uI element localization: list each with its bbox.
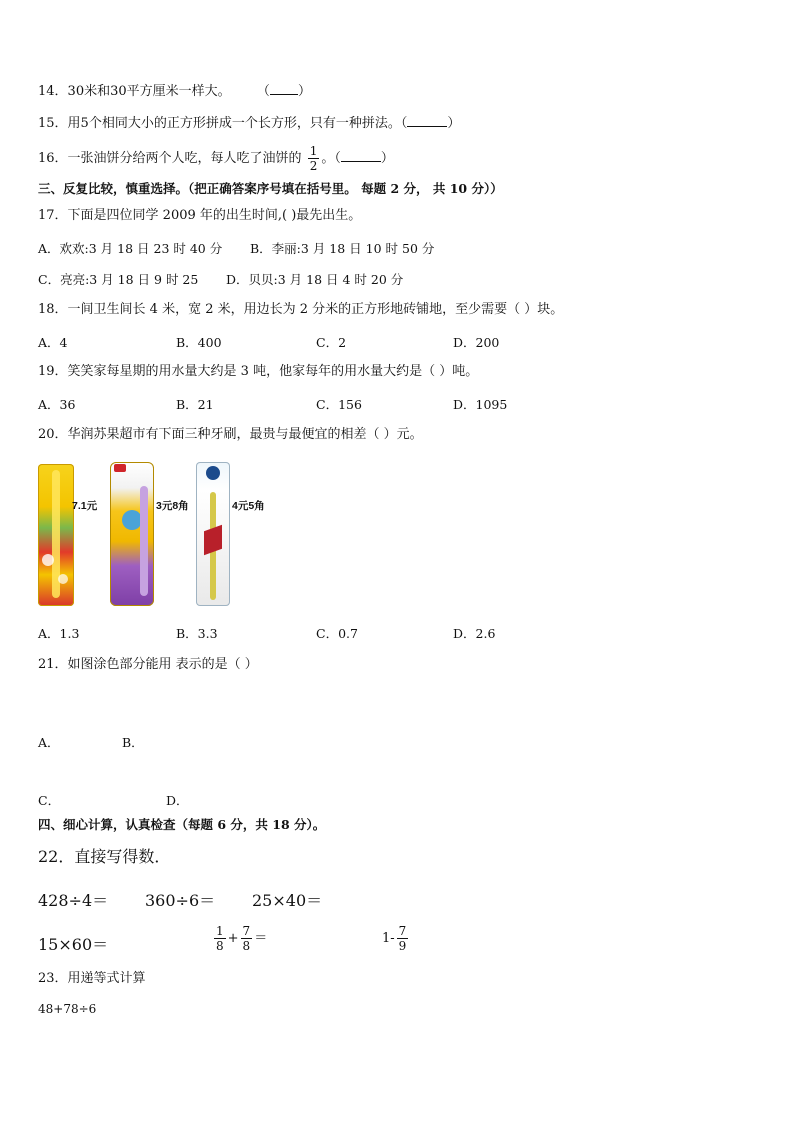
q21-option-d[interactable]: D． [166,793,189,808]
q20-option-b[interactable]: B．3.3 [176,626,218,641]
q21-option-a[interactable]: A． [38,735,60,750]
price-label-3: 4元5角 [232,500,265,512]
question-16-text: 16．一张油饼分给两个人吃，每人吃了油饼的 [38,151,302,166]
q21-option-c[interactable]: C． [38,793,61,808]
answer-blank-15[interactable] [407,114,447,127]
one-minus: 1- [382,931,395,946]
q17-option-a[interactable]: A．欢欢:3 月 18 日 23 时 40 分 [38,241,223,256]
fraction-numerator: 1 [309,144,318,158]
question-21-stem: 21．如图涂色部分能用 表示的是（ ） [38,657,258,672]
question-20-stem: 20．华润苏果超市有下面三种牙刷，最贵与最便宜的相差（ ）元。 [38,427,423,442]
question-15-text: 15．用5个相同大小的正方形拼成一个长方形，只有一种拼法。（ [38,116,408,131]
fraction-one-half [308,144,320,173]
question-14 [38,82,311,101]
toothbrush-1-image [38,464,74,606]
fraction-denominator: 2 [309,159,318,173]
fraction-1-8 [214,924,226,953]
calc-one-minus-fraction [382,924,410,953]
fraction-denominator: 8 [216,939,224,953]
answer-paren-close: ） [380,151,394,166]
price-label-2: 3元8角 [156,500,189,512]
q19-option-b[interactable]: B．21 [176,397,214,412]
fraction-7-8 [241,924,253,953]
calc-428-div-4: 428÷4＝ [38,891,109,910]
answer-blank-16[interactable] [341,149,381,162]
question-15 [38,114,460,133]
q17-option-b[interactable]: B．李丽:3 月 18 日 10 时 50 分 [250,241,435,256]
calc-25-times-40: 25×40＝ [252,891,323,910]
q18-option-d[interactable]: D．200 [453,335,500,350]
q18-option-b[interactable]: B．400 [176,335,222,350]
q17-option-c[interactable]: C．亮亮:3 月 18 日 9 时 25 [38,272,199,287]
fraction-numerator: 1 [216,924,224,938]
question-18-stem: 18．一间卫生间长 4 米，宽 2 米，用边长为 2 分米的正方形地砖铺地，至少需要（ ）块。 [38,302,564,317]
question-23-title: 23．用递等式计算 [38,971,146,986]
answer-blank-14[interactable] [270,82,298,95]
price-label-1: 7.1元 [72,500,98,512]
plus-sign: + [227,931,239,946]
q20-option-c[interactable]: C．0.7 [316,626,358,641]
toothbrush-2-image [110,462,154,606]
q19-option-c[interactable]: C．156 [316,397,362,412]
fraction-denominator: 8 [242,939,251,953]
calc-15-times-60: 15×60＝ [38,935,109,954]
q19-option-a[interactable]: A．36 [38,397,76,412]
q21-option-b[interactable]: B． [122,735,144,750]
answer-paren-close: ） [297,84,311,99]
calc-fraction-sum [212,924,267,953]
calc-360-div-6: 360÷6＝ [145,891,216,910]
q20-option-d[interactable]: D．2.6 [453,626,496,641]
answer-paren-open: （ [256,84,270,99]
fraction-numerator: 7 [242,924,251,938]
q18-option-c[interactable]: C．2 [316,335,347,350]
q18-option-a[interactable]: A．4 [38,335,68,350]
fraction-7-9 [397,924,409,953]
question-23-expression: 48+78÷6 [38,1002,97,1016]
fraction-numerator: 7 [398,924,407,938]
question-16 [38,144,394,173]
question-16-after: 。（ [321,151,341,166]
section-4-heading: 四、细心计算，认真检查（每题 6 分，共 18 分）。 [38,817,326,832]
question-17-stem: 17．下面是四位同学 2009 年的出生时间,( )最先出生。 [38,208,362,223]
q20-option-a[interactable]: A．1.3 [38,626,80,641]
answer-paren-close: ） [447,116,461,131]
fraction-denominator: 9 [398,939,407,953]
question-22-title: 22．直接写得数． [38,847,171,866]
question-14-text: 14．30米和30平方厘米一样大。 [38,84,231,99]
question-19-stem: 19．笑笑家每星期的用水量大约是 3 吨，他家每年的用水量大约是（ ）吨。 [38,364,479,379]
section-3-heading: 三、反复比较，慎重选择。（把正确答案序号填在括号里。 每题 2 分， 共 10 分）） [38,181,503,196]
toothbrush-3-image [196,462,230,606]
equals-sign: ＝ [254,931,268,946]
q17-option-d[interactable]: D．贝贝:3 月 18 日 4 时 20 分 [226,272,404,287]
q19-option-d[interactable]: D．1095 [453,397,508,412]
